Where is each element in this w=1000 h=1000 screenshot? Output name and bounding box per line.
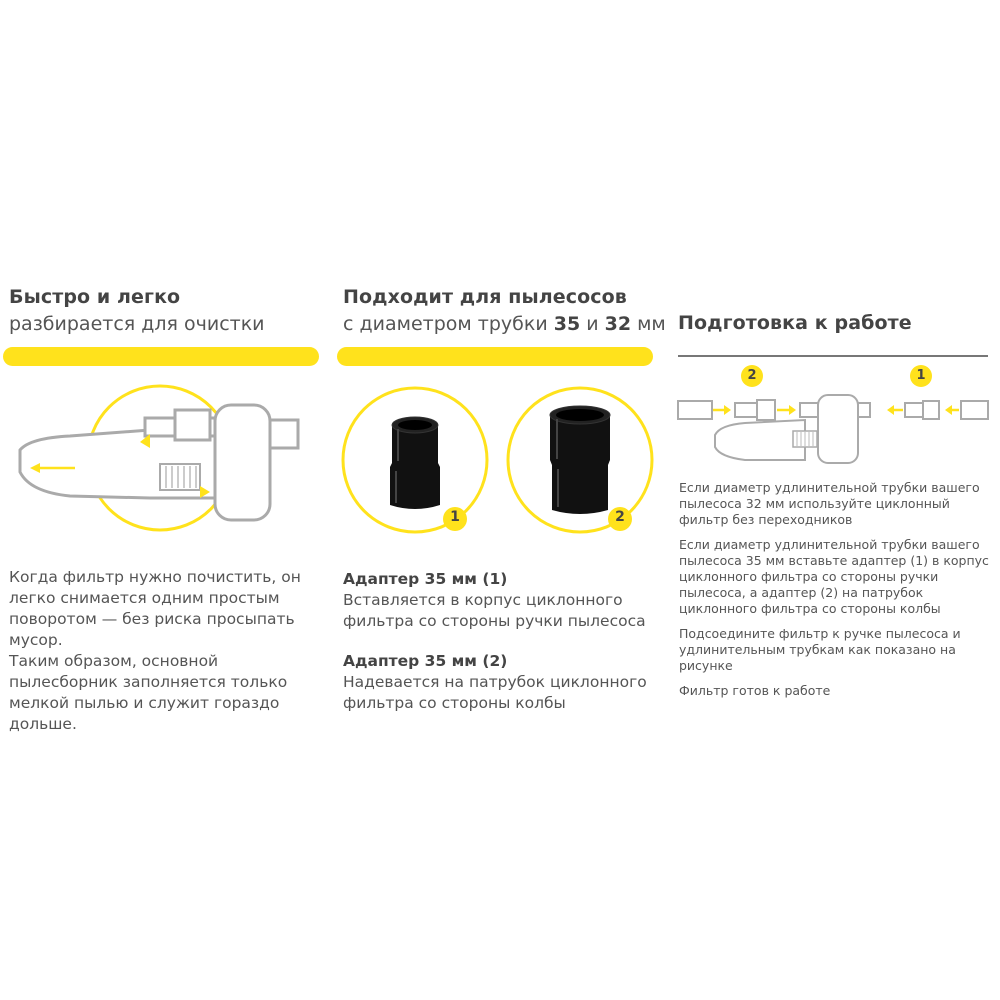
assembly-badge-1: 1 [916,368,926,383]
col1-yellow-bar [3,347,319,366]
prep-step-1: Если диаметр удлинительной трубки вашего пылесоса 32 мм используйте циклонный фильтр без переходников [679,480,980,527]
col1-paragraph1: Когда фильтр нужно почистить, он легко снимается одним простым поворотом — без риска просыпать мусор. [9,568,301,649]
diameter-35: 35 [553,313,581,335]
col2-title: Подходит для пылесосов [343,286,627,308]
cyclone-filter-disassembly-illustration [0,380,320,550]
prep-step-3: Подсоедините фильтр к ручке пылесоса и удлинительным трубкам как показано на рисунке [679,626,961,673]
col1-title: Быстро и легко [9,286,181,308]
col2-subtitle: с диаметром трубки 35 и 32 мм [343,313,666,335]
adapter-2-title: Адаптер 35 мм (2) [343,652,508,670]
prep-step-2: Если диаметр удлинительной трубки вашего пылесоса 35 мм вставьте адаптер (1) в корпус циклонного фильтра со стороны ручки пылесоса, а адаптер (2) на патрубок циклонного фильтра со стороны колбы [679,537,989,616]
prep-step-4: Фильтр готов к работе [679,683,831,698]
col2-yellow-bar [337,347,653,366]
col1-subtitle: разбирается для очистки [9,313,265,335]
adapter-1-badge-label: 1 [450,509,460,525]
diameter-32: 32 [604,313,632,335]
assembly-badge-2: 2 [747,368,757,383]
col3-title: Подготовка к работе [678,312,912,334]
adapter-1-title: Адаптер 35 мм (1) [343,570,508,588]
col1-paragraph2: Таким образом, основной пылесборник заполняется только мелкой пылью и служит гораздо дольше. [9,652,288,733]
adapter-2-text: Надевается на патрубок циклонного фильтра со стороны колбы [343,673,647,712]
col3-divider [678,355,988,357]
adapter-1-text: Вставляется в корпус циклонного фильтра со стороны ручки пылесоса [343,591,646,630]
adapter-2-badge-label: 2 [615,509,625,525]
assembly-diagram [675,365,990,475]
